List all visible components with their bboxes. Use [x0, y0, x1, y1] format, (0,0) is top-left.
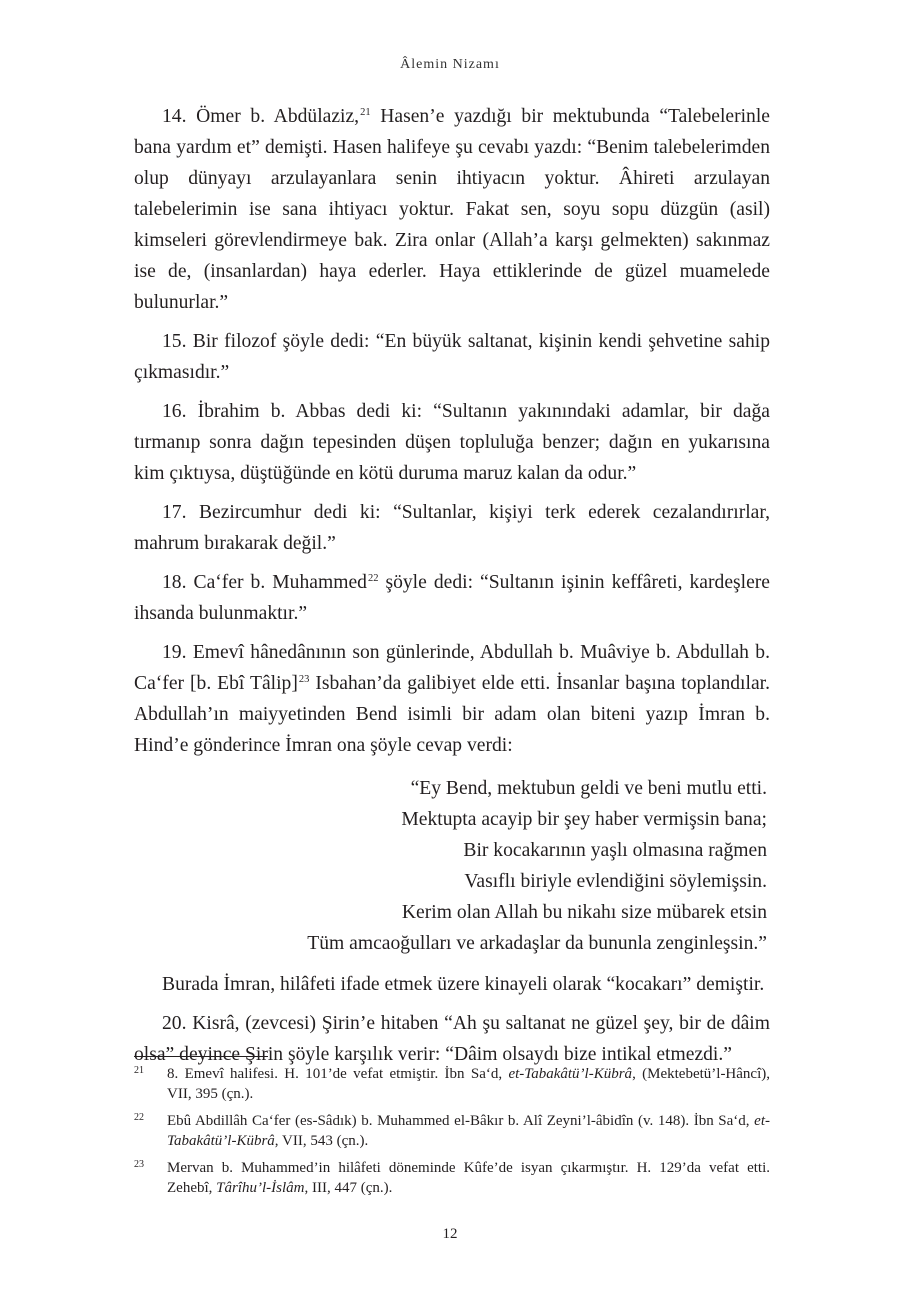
- footnote-text-part: Ebû Abdillâh Ca‘fer (es-Sâdık) b. Muhammed el-Bâkır b. Alî Zeyni’l-âbidîn (v. 148). İbn Sa‘d,: [167, 1113, 755, 1129]
- footnote-text: [167, 1111, 770, 1151]
- footnote-text: [167, 1158, 770, 1198]
- poem-line: Kerim olan Allah bu nikahı size mübarek etsin: [401, 902, 767, 923]
- footnote-number: 22: [134, 1112, 144, 1123]
- poem-line: Vasıflı biriyle evlendiğini söylemişsin.: [464, 871, 767, 892]
- paragraph-14-text-cont: Hasen’e yazdığı bir mektubunda “Talebelerinle bana yardım et” demişti. Hasen halifeye şu cevabı yazdı: “Benim talebelerimden olup dünyayı arzulayanlara senin ihtiyacın yoktur. Âhireti arzulayan talebelerimin ise sana ihtiyacı yoktur. Fakat sen, soyu sopu düzgün (asil) kimseleri görevlendirmeye bak. Zira onlar (Allah’a karşı gelmekten) sakınmaz ise de, (insanlardan) haya ederler. Haya ettiklerinde de güzel muamelede bulunurlar.”: [134, 106, 770, 313]
- footnote-23: [134, 1158, 770, 1198]
- paragraph-18-text-cont: şöyle dedi: “Sultanın işinin keffâreti, kardeşlere ihsanda bulunmaktır.”: [134, 572, 771, 624]
- paragraph-20: 20. Kisrâ, (zevcesi) Şirin’e hitaben “Ah şu saltanat ne güzel şey, bir de dâim olsa” deyince Şirin şöyle karşılık verir: “Dâim olsaydı bize intikal etmezdi.”: [134, 1013, 770, 1065]
- footnote-number: 23: [134, 1159, 144, 1170]
- paragraph-15: 15. Bir filozof şöyle dedi: “En büyük saltanat, kişinin kendi şehvetine sahip çıkmasıdır.”: [134, 331, 770, 383]
- footnote-text-part: , (Mektebetü’l-Hâncî), VII, 395 (çn.).: [167, 1066, 770, 1102]
- footnotes: [134, 1064, 770, 1205]
- page-number: 12: [442, 1226, 458, 1242]
- main-text: [134, 101, 770, 1078]
- paragraph-18: [134, 567, 770, 629]
- paragraph-16: 16. İbrahim b. Abbas dedi ki: “Sultanın yakınındaki adamlar, bir dağa tırmanıp sonra dağın tepesinden düşen topluluğa benzer; dağın en yukarısına kim çıktıysa, düştüğünde en kötü duruma maruz kalan da odur.”: [134, 401, 770, 484]
- poem-line: Bir kocakarının yaşlı olmasına rağmen: [463, 840, 767, 861]
- footnote-text: [167, 1064, 770, 1104]
- poem-line: “Ey Bend, mektubun geldi ve beni mutlu etti.: [410, 778, 767, 799]
- footnote-divider: [134, 1056, 268, 1057]
- footnote-ref-21[interactable]: 21: [360, 107, 371, 118]
- footnote-text-part: Mervan b. Muhammed’in hilâfeti döneminde Kûfe’de isyan çıkarmıştır. H. 129’da vefat etti. Zehebî,: [167, 1160, 770, 1196]
- footnote-22: [134, 1111, 770, 1151]
- paragraph-18-text: 18. Ca‘fer b. Muhammed: [162, 572, 367, 593]
- poem-explanation: Burada İmran, hilâfeti ifade etmek üzere kinayeli olarak “kocakarı” demiştir.: [162, 974, 765, 995]
- poem-line: Mektupta acayip bir şey haber vermişsin bana;: [401, 809, 767, 830]
- footnote-ref-22[interactable]: 22: [367, 573, 379, 584]
- footnote-text-part: 8. Emevî halifesi. H. 101’de vefat etmiştir. İbn Sa‘d,: [167, 1066, 509, 1082]
- footnote-21: [134, 1064, 770, 1104]
- poem: [134, 773, 770, 959]
- paragraph-19-text-cont: Isbahan’da galibiyet elde etti. İnsanlar başına toplandılar. Abdullah’ın maiyyetinden Bend isimli bir adam olan biteni yazıp İmran b. Hind’e gönderince İmran ona şöyle cevap verdi:: [134, 673, 770, 756]
- footnote-number: 21: [134, 1065, 144, 1076]
- paragraph-19-text: 19. Emevî hânedânının son günlerinde, Abdullah b. Muâviye b. Abdullah b. Ca‘fer [b. Ebî Tâlip]: [134, 642, 770, 694]
- footnote-text-part: , VII, 543 (çn.).: [274, 1133, 369, 1149]
- paragraph-14-text: 14. Ömer b. Abdülaziz,: [162, 106, 360, 127]
- poem-line: Tüm amcaoğulları ve arkadaşlar da bununla zenginleşsin.”: [307, 933, 767, 954]
- paragraph-17: 17. Bezircumhur dedi ki: “Sultanlar, kişiyi terk ederek cezalandırırlar, mahrum bırakarak değil.”: [134, 502, 770, 554]
- footnote-book-title: et-Tabakâtü’l-Kübrâ: [167, 1113, 770, 1149]
- footnote-book-title: et-Tabakâtü’l-Kübrâ: [508, 1066, 633, 1082]
- footnote-text-part: , III, 447 (çn.).: [304, 1180, 393, 1196]
- footnote-ref-23[interactable]: 23: [298, 674, 310, 685]
- paragraph-19: [134, 637, 770, 761]
- paragraph-14: [134, 101, 770, 318]
- footnote-book-title: Târîhu’l-İslâm: [216, 1180, 305, 1196]
- running-head: Âlemin Nizamı: [400, 57, 500, 72]
